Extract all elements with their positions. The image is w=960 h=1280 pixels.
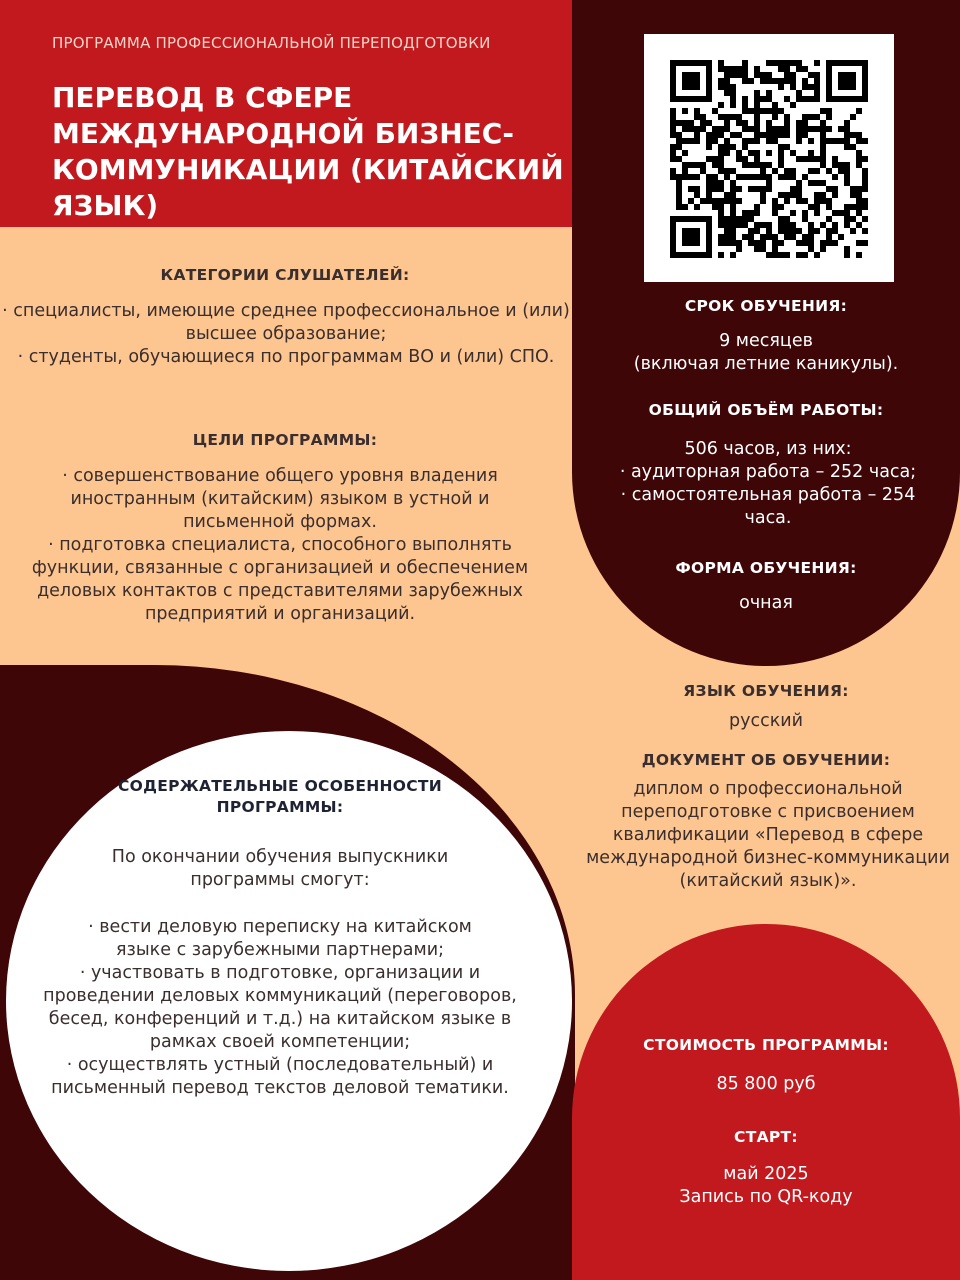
document-heading: ДОКУМЕНТ ОБ ОБУЧЕНИИ: [641, 751, 891, 769]
program-title: ПЕРЕВОД В СФЕРЕ МЕЖДУНАРОДНОЙ БИЗНЕС-КОММУНИКАЦИИ (КИТАЙСКИЙ ЯЗЫК) [52, 81, 564, 222]
list-item: · специалисты, имеющие среднее профессиональное и (или) высшее образование; [2, 301, 570, 344]
start-date: май 2025 [723, 1164, 809, 1184]
list-item: · аудиторная работа – 252 часа; [619, 462, 917, 482]
form-heading: ФОРМА ОБУЧЕНИЯ: [675, 559, 857, 577]
categories-heading: КАТЕГОРИИ СЛУШАТЕЛЕЙ: [160, 266, 410, 284]
price-value: 85 800 руб [716, 1074, 816, 1094]
language-value: русский [728, 711, 804, 731]
features-heading: СОДЕРЖАТЕЛЬНЫЕ ОСОБЕННОСТИ ПРОГРАММЫ: [117, 777, 443, 816]
price-heading: СТОИМОСТЬ ПРОГРАММЫ: [643, 1036, 889, 1054]
duration-value: 9 месяцев [719, 331, 813, 351]
list-item: · подготовка специалиста, способного выполнять функции, связанные с организацией и обеспечением деловых контактов с представителями зарубежных предприятий и организаций. [31, 535, 529, 624]
list-item: · студенты, обучающиеся по программам ВО и (или) СПО. [17, 347, 555, 367]
duration-heading: СРОК ОБУЧЕНИЯ: [684, 297, 848, 315]
qr-code[interactable] [644, 34, 894, 282]
price-shape [572, 924, 960, 1280]
workload-heading: ОБЩИЙ ОБЪЁМ РАБОТЫ: [648, 401, 884, 419]
list-item: · вести деловую переписку на китайском языке с зарубежными партнерами; [88, 917, 472, 960]
workload-total: 506 часов, из них: [684, 439, 852, 459]
list-item: · совершенствование общего уровня владения иностранным (китайским) языком в устной и письменной формах. [62, 466, 498, 532]
start-heading: СТАРТ: [734, 1128, 798, 1146]
list-item: · участвовать в подготовке, организации и проведении деловых коммуникаций (переговоров, бесед, конференций и т.д.) на китайском языке в рамках своей компетенции; [43, 963, 517, 1052]
language-heading: ЯЗЫК ОБУЧЕНИЯ: [683, 682, 849, 700]
program-subtitle: ПРОГРАММА ПРОФЕССИОНАЛЬНОЙ ПЕРЕПОДГОТОВКИ [52, 34, 491, 52]
list-item: · самостоятельная работа – 254 часа. [620, 485, 916, 528]
workload-text [600, 438, 936, 530]
goals-list [20, 465, 540, 626]
goals-heading: ЦЕЛИ ПРОГРАММЫ: [192, 431, 378, 449]
document-value: диплом о профессиональной переподготовке с присвоением квалификации «Перевод в сфере международной бизнес-коммуникации (китайский язык)». [586, 779, 950, 891]
duration-note: (включая летние каникулы). [633, 354, 899, 374]
start-registration: Запись по QR-коду [679, 1187, 853, 1207]
categories-list [0, 300, 572, 369]
features-list [40, 916, 520, 1100]
form-value: очная [739, 593, 793, 613]
qr-code-icon [664, 54, 874, 262]
features-intro: По окончании обучения выпускники программы смогут: [111, 847, 449, 890]
duration-text [590, 330, 942, 376]
start-text [590, 1163, 942, 1209]
list-item: · осуществлять устный (последовательный) и письменный перевод текстов деловой тематики. [51, 1055, 509, 1098]
